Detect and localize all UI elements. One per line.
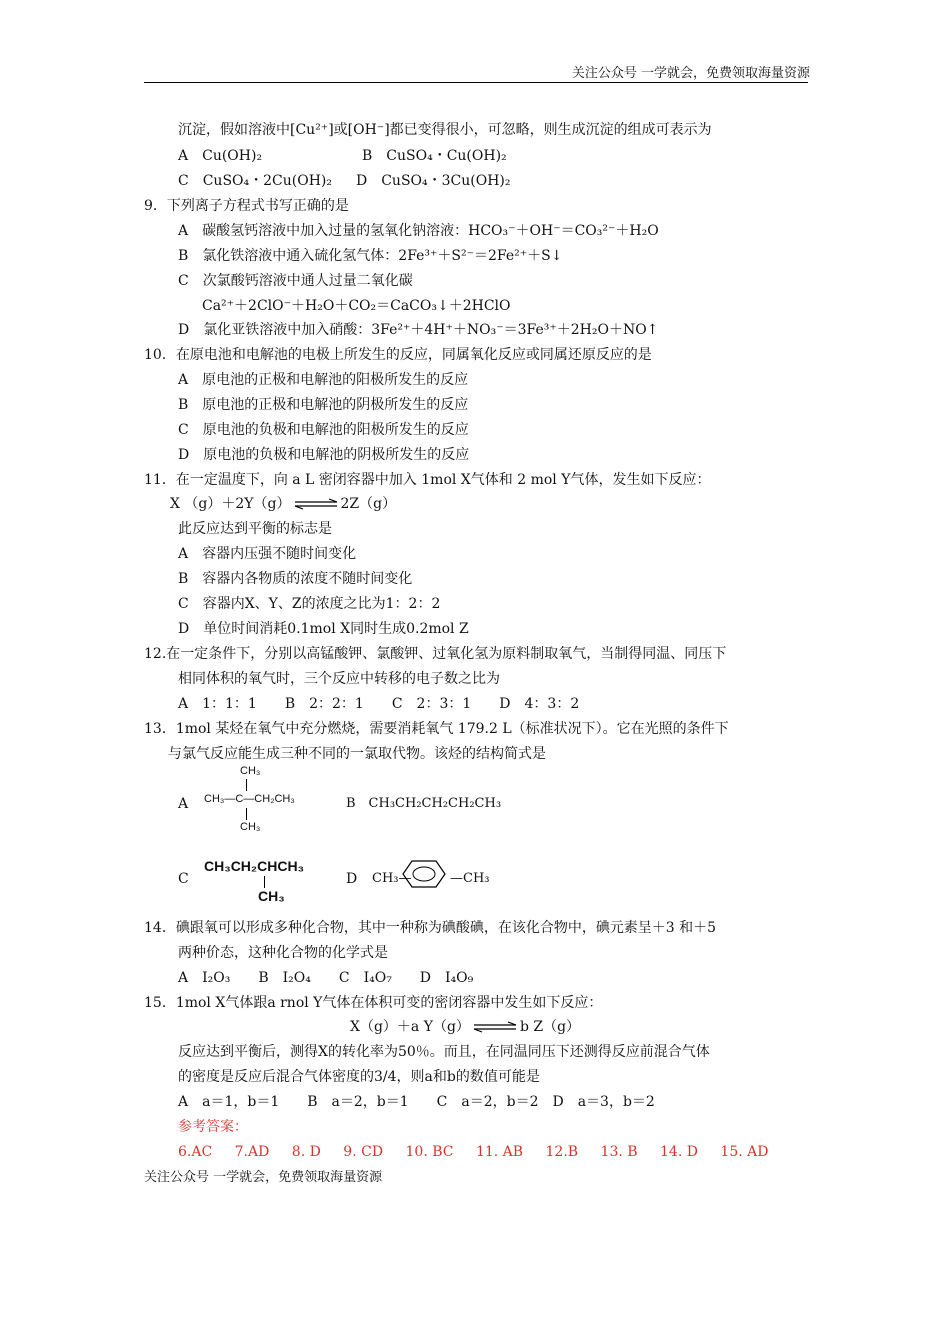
q13-option-d-label: D: [346, 871, 358, 887]
answer-item: 13. B: [600, 1144, 638, 1160]
answer-item: 15. AD: [720, 1144, 769, 1160]
q10-option-c: C 原电池的负极和电解池的阳极所发生的反应: [178, 422, 469, 438]
q9-option-a: A 碳酸氢钙溶液中加入过量的氢氧化钠溶液：HCO₃⁻＋OH⁻＝CO₃²⁻＋H₂O: [178, 223, 659, 239]
q9-option-b: B 氯化铁溶液中通入硫化氢气体：2Fe³⁺＋S²⁻＝2Fe²⁺＋S↓: [178, 248, 563, 264]
answer-item: 8. D: [291, 1144, 321, 1160]
answers-title: 参考答案：: [178, 1119, 248, 1135]
q13-option-b: B CH₃CH₂CH₂CH₂CH₃: [346, 796, 502, 811]
q15-eq-left: X（g）＋a Y（g）: [350, 1019, 470, 1035]
q11-eq-right: 2Z（g）: [340, 496, 397, 512]
equilibrium-arrow-icon: [472, 1021, 518, 1033]
q12-stem: 12.在一定条件下，分别以高锰酸钾、氯酸钾、过氧化氢为原料制取氧气，当制得同温、同压下: [144, 646, 727, 662]
q13-continuation: 与氯气反应能生成三种不同的一氯取代物。该烃的结构简式是: [168, 746, 546, 762]
q11-eq-left: X （g）＋2Y（g）: [170, 496, 291, 512]
q10-option-d: D 原电池的负极和电解池的阴极所发生的反应: [178, 447, 470, 463]
answer-item: 10. BC: [405, 1144, 454, 1160]
q14-options: A I₂O₃ B I₂O₄ C I₄O₇ D I₄O₉: [178, 970, 474, 986]
equilibrium-arrow-icon: [293, 498, 339, 510]
q13-a-bottom-methyl: CH₃: [240, 821, 261, 833]
q13-d-right-methyl: —CH₃: [450, 871, 490, 886]
answer-item: 14. D: [660, 1144, 698, 1160]
q13-a-main-chain: CH₃—C—CH₂CH₃: [204, 793, 295, 805]
answer-item: 6.AC: [178, 1144, 213, 1160]
header-rule: [144, 82, 808, 83]
q11-option-c: C 容器内X、Y、Z的浓度之比为1：2：2: [178, 596, 441, 612]
q15-line-2: 的密度是反应后混合气体密度的3/4，则a和b的数值可能是: [178, 1069, 540, 1085]
q11-option-b: B 容器内各物质的浓度不随时间变化: [178, 571, 413, 587]
benzene-ring-icon: [402, 859, 446, 889]
q9-option-c: C 次氯酸钙溶液中通人过量二氧化碳: [178, 273, 413, 289]
q8-option-c: C CuSO₄・2Cu(OH)₂: [178, 173, 332, 189]
answer-item: 12.B: [545, 1144, 579, 1160]
q13-stem: 13．1mol 某烃在氧气中充分燃烧，需要消耗氧气 179.2 L（标准状况下）。它在光照的条件下: [144, 721, 729, 737]
q10-option-a: A 原电池的正极和电解池的阳极所发生的反应: [178, 372, 469, 388]
q8-continuation: 沉淀，假如溶液中[Cu²⁺]或[OH⁻]都已变得很小，可忽略，则生成沉淀的组成可表示为: [178, 122, 712, 138]
q15-options: A a＝1，b＝1 B a＝2，b＝1 C a＝2，b＝2 D a＝3，b＝2: [178, 1094, 655, 1110]
q15-eq-right: b Z（g）: [519, 1019, 581, 1035]
q9-option-d: D 氯化亚铁溶液中加入硝酸：3Fe²⁺＋4H⁺＋NO₃⁻＝3Fe³⁺＋2H₂O＋NO↑: [178, 322, 659, 338]
q12-continuation: 相同体积的氧气时，三个反应中转移的电子数之比为: [178, 671, 500, 687]
q9-option-c-equation: Ca²⁺＋2ClO⁻＋H₂O＋CO₂＝CaCO₃↓＋2HClO: [202, 298, 511, 314]
q14-continuation: 两种价态，这种化合物的化学式是: [178, 945, 388, 961]
page-header: 关注公众号 一学就会，免费领取海量资源: [571, 66, 810, 81]
q13-d-left-methyl: CH₃—: [372, 871, 412, 886]
q11-subquestion: 此反应达到平衡的标志是: [178, 521, 332, 537]
q12-options: A 1：1：1 B 2：2：1 C 2：3：1 D 4：3：2: [178, 696, 580, 712]
q14-stem: 14．碘跟氧可以形成多种化合物，其中一种称为碘酸碘，在该化合物中，碘元素呈＋3 和＋5: [144, 920, 717, 936]
q13-option-a-label: A: [178, 796, 189, 812]
q15-stem: 15．1mol X气体跟a rnol Y气体在体积可变的密闭容器中发生如下反应：: [144, 995, 603, 1011]
q9-stem: 9．下列离子方程式书写正确的是: [144, 198, 349, 214]
q8-option-b: B CuSO₄・Cu(OH)₂: [362, 148, 507, 164]
q13-a-bond-bottom: [246, 808, 247, 820]
q13-c-main-chain: CH₃CH₂CHCH₃: [204, 858, 305, 874]
q13-c-branch-methyl: CH₃: [258, 888, 285, 904]
page-footer: 关注公众号 一学就会，免费领取海量资源: [144, 1170, 383, 1185]
q11-option-a: A 容器内压强不随时间变化: [178, 546, 357, 562]
q13-option-c-label: C: [178, 871, 189, 887]
answer-item: 7.AD: [234, 1144, 270, 1160]
answers-list: [178, 1143, 786, 1161]
q8-option-d: D CuSO₄・3Cu(OH)₂: [356, 173, 511, 189]
q13-a-bond-top: [246, 779, 247, 791]
answer-item: 9. CD: [343, 1144, 384, 1160]
q11-option-d: D 单位时间消耗0.1mol X同时生成0.2mol Z: [178, 621, 469, 637]
q8-option-a: A Cu(OH)₂: [178, 148, 263, 164]
q15-line-1: 反应达到平衡后，测得X的转化率为50％。而且，在同温同压下还测得反应前混合气体: [178, 1044, 710, 1060]
q10-option-b: B 原电池的正极和电解池的阴极所发生的反应: [178, 397, 469, 413]
answer-item: 11. AB: [475, 1144, 524, 1160]
q11-equation: [170, 495, 396, 513]
q11-stem: 11．在一定温度下，向 a L 密闭容器中加入 1mol X气体和 2 mol Y气体，发生如下反应：: [144, 472, 711, 488]
q13-c-branch-bond: [264, 876, 265, 888]
q15-equation: [350, 1018, 580, 1036]
q10-stem: 10．在原电池和电解池的电极上所发生的反应，同属氧化反应或同属还原反应的是: [144, 347, 652, 363]
q13-a-top-methyl: CH₃: [240, 765, 261, 777]
